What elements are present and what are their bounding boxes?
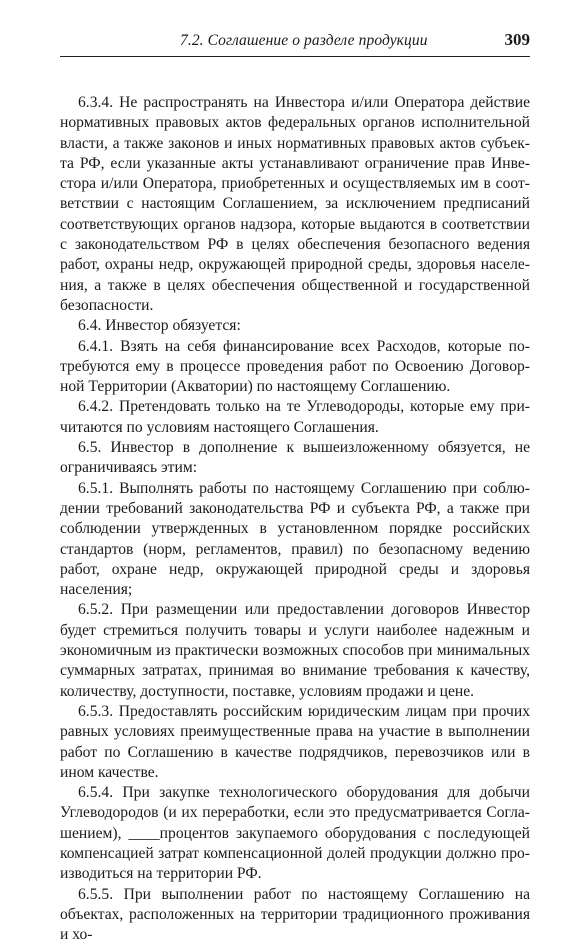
page-number: 309 xyxy=(504,30,530,49)
clause-6-4-1: 6.4.1. Взять на себя финансирование всех Расходов, которые потребуются ему в процессе проведения работ по Освоению Договорной Территории (Акватории) по настоящему Соглашению. xyxy=(60,337,530,396)
running-header xyxy=(60,30,530,57)
body-text xyxy=(60,93,530,945)
running-title: 7.2. Соглашение о разделе продукции xyxy=(180,32,428,49)
clause-6-5-4: 6.5.4. При закупке технологического оборудования для добычи Углеводородов (и их переработки, если это предусматривается Соглашением), ____процентов закупаемого оборудования с последующей компенсацией затрат компенсационной долей продукции должно производиться на территории РФ. xyxy=(60,784,530,883)
clause-6-5-2: 6.5.2. При размещении или предоставлении договоров Инвестор будет стремиться получить товары и услуги наиболее надежным и экономичным из практически возможных способов при минимальных суммарных затратах, принимая во внимание требования к качеству, количеству, доступности, поставке, условиям продажи и цене. xyxy=(60,601,530,700)
clause-6-4-2: 6.4.2. Претендовать только на те Углеводороды, которые ему причитаются по условиям настоящего Соглашения. xyxy=(60,398,530,436)
book-page xyxy=(60,30,530,945)
clause-6-3-4: 6.3.4. Не распространять на Инвестора и/или Оператора действие нормативных правовых актов федеральных органов исполнительной власти, а также законов и иных нормативных правовых актов субъекта РФ, если указанные акты устанавливают ограничение прав Инвестора и/или Оператора, приобретенных и осуществляемых им в соответствии с настоящим Соглашением, за исключением предписаний соответствующих органов надзора, которые выдаются в соответствии с законодательством РФ в целях обеспечения безопасного ведения работ, охраны недр, окружающей природной среды, здоровья населения, а также в целях обеспечения общественной и государственной безопасности. xyxy=(60,94,530,314)
clause-6-5-5: 6.5.5. При выполнении работ по настоящему Соглашению на объектах, расположенных на территории традиционного проживания и хо- xyxy=(60,885,530,944)
clause-6-5: 6.5. Инвестор в дополнение к вышеизложенному обязуется, не ограничиваясь этим: xyxy=(60,439,530,477)
clause-6-5-3: 6.5.3. Предоставлять российским юридическим лицам при прочих равных условиях преимущественные права на участие в выполнении работ по Соглашению в качестве подрядчиков, перевозчиков или в ином качестве. xyxy=(60,702,530,781)
clause-6-5-1: 6.5.1. Выполнять работы по настоящему Соглашению при соблюдении требований законодательства РФ и субъекта РФ, а также при соблюдении утвержденных в установленном порядке российских стандартов (норм, регламентов, правил) по безопасному ведению работ, охране недр, окружающей природной среды и здоровья населения; xyxy=(60,479,530,599)
clause-6-4: 6.4. Инвестор обязуется: xyxy=(78,317,241,335)
